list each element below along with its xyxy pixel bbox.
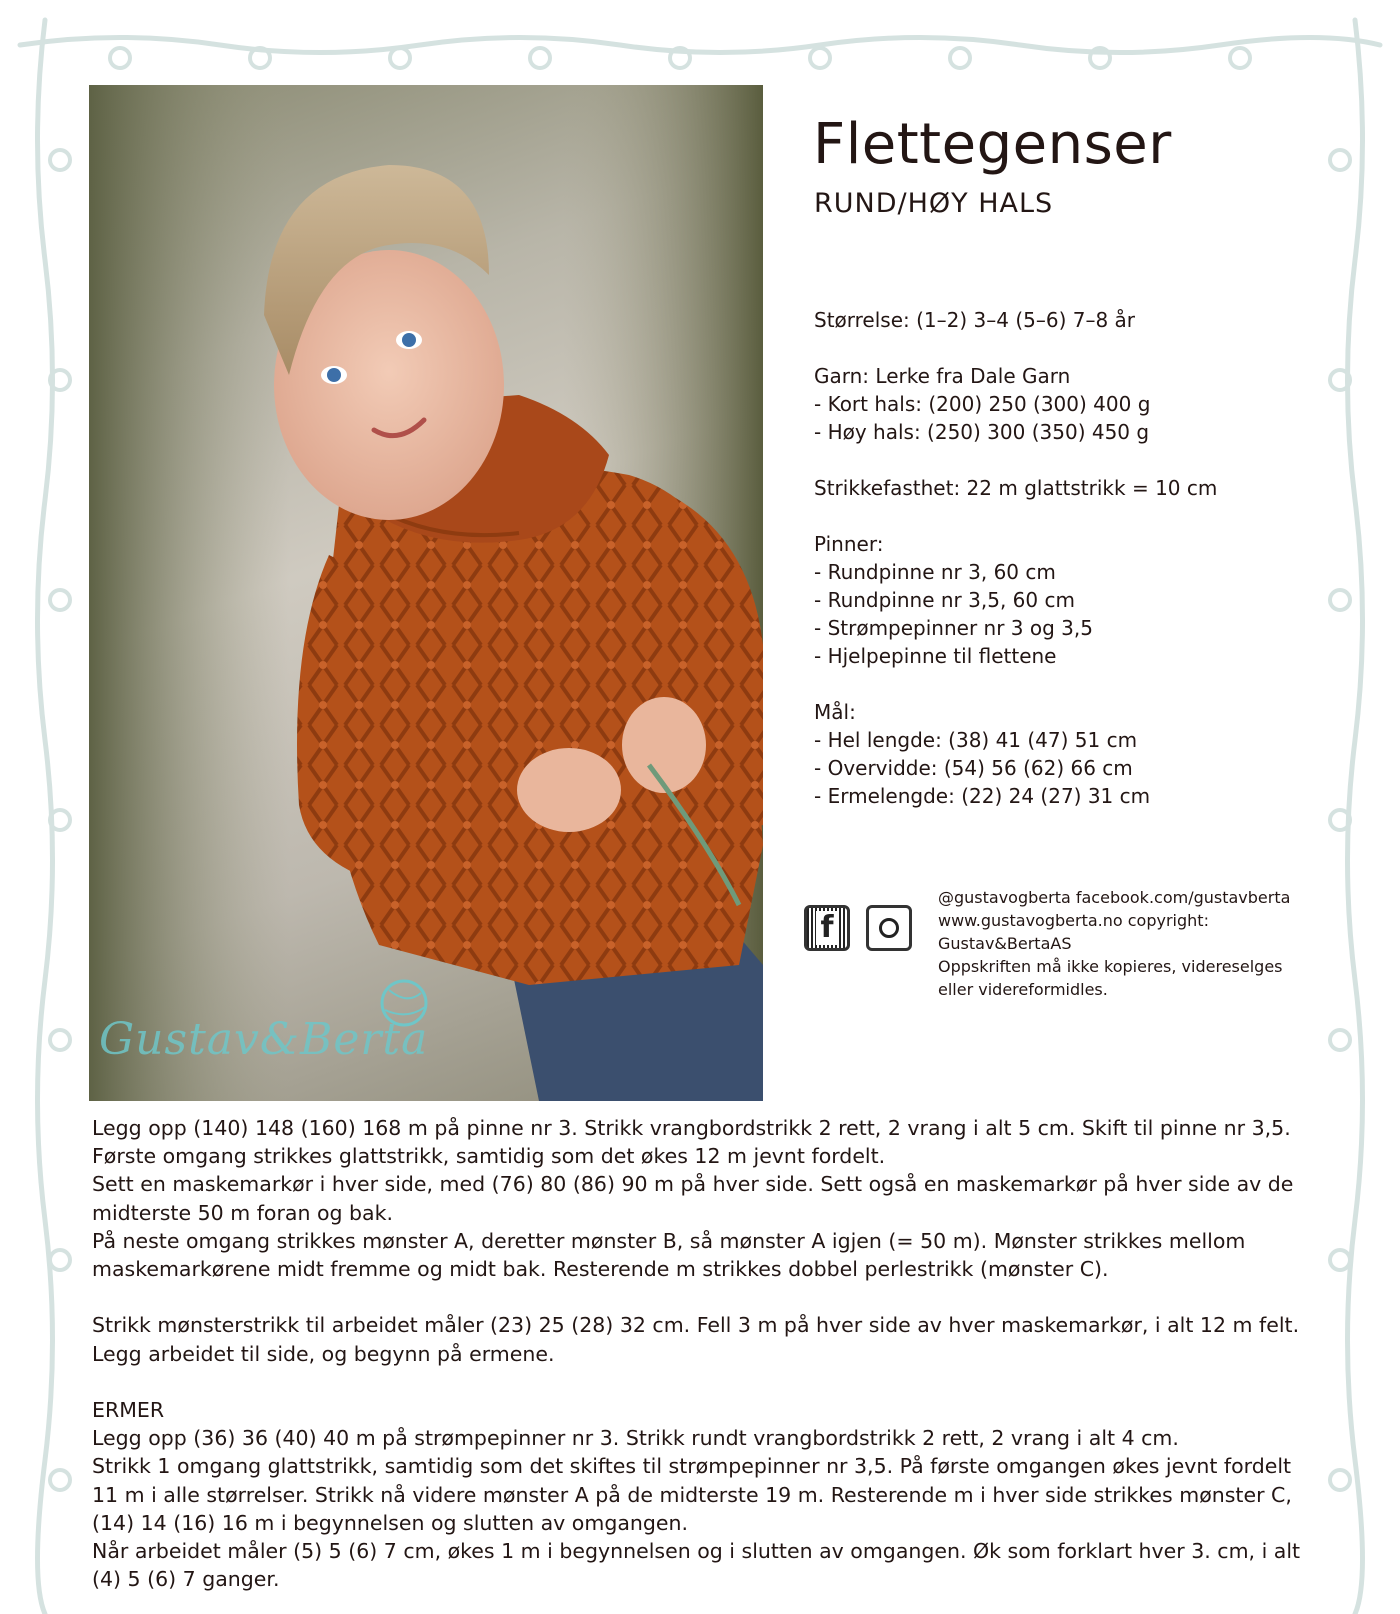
- needle-item: - Rundpinne nr 3, 60 cm: [814, 560, 1056, 584]
- yarn-block: [814, 362, 1334, 446]
- pattern-subtitle: RUND/HØY HALS: [814, 188, 1054, 219]
- gauge-line: Strikkefasthet: 22 m glattstrikk = 10 cm: [814, 476, 1218, 500]
- yarn-short-neck: - Kort hals: (200) 250 (300) 400 g: [814, 392, 1151, 416]
- measures-heading: Mål:: [814, 700, 856, 724]
- yarn-heading: Garn: Lerke fra Dale Garn: [814, 364, 1071, 388]
- pattern-specs: [814, 306, 1334, 838]
- instruction-paragraph: Legg arbeidet til side, og begynn på ermene.: [92, 1341, 555, 1366]
- instruction-paragraph: På neste omgang strikkes mønster A, deretter mønster B, så mønster A igjen (= 50 m). Mønster strikkes mellom maskemarkørene midt fremme og midt bak. Resterende m strikkes dobbel perlestrikk (mønster C).: [92, 1228, 1252, 1282]
- needles-block: [814, 530, 1334, 670]
- credits-line: www.gustavogberta.no copyright:: [938, 911, 1209, 930]
- credits-line: Gustav&BertaAS: [938, 934, 1072, 953]
- instruction-paragraph: Legg opp (36) 36 (40) 40 m på strømpepinner nr 3. Strikk rundt vrangbordstrikk 2 rett, 2 vrang i alt 4 cm.: [92, 1426, 1179, 1451]
- measure-item: - Ermelengde: (22) 24 (27) 31 cm: [814, 784, 1151, 808]
- pattern-instructions: [92, 1114, 1322, 1593]
- brand-watermark: Gustav&Berta: [99, 1014, 429, 1065]
- credits-line: @gustavogberta facebook.com/gustavberta: [938, 888, 1291, 907]
- instruction-paragraph: Når arbeidet måler (5) 5 (6) 7 cm, økes 1 m i begynnelsen og i slutten av omgangen. Øk som forklart hver 3. cm, i alt (4) 5 (6) 7 ganger.: [92, 1539, 1307, 1592]
- measure-item: - Hel lengde: (38) 41 (47) 51 cm: [814, 728, 1138, 752]
- needle-item: - Rundpinne nr 3,5, 60 cm: [814, 588, 1075, 612]
- product-photo: [89, 85, 763, 1101]
- photo-illustration: [89, 85, 763, 1101]
- pattern-title: Flettegenser: [813, 112, 1172, 177]
- instruction-paragraph: Strikk mønsterstrikk til arbeidet måler (23) 25 (28) 32 cm. Fell 3 m på hver side av hver maskemarkør, i alt 12 m felt.: [92, 1313, 1300, 1338]
- camera-lens-icon: [879, 918, 899, 938]
- yarn-high-neck: - Høy hals: (250) 300 (350) 450 g: [814, 420, 1150, 444]
- credits-line: eller videreformidles.: [938, 980, 1108, 999]
- gauge-block: [814, 474, 1334, 502]
- paragraph-gap: [92, 1368, 1322, 1396]
- measures-block: [814, 698, 1334, 810]
- copyright-credits: [938, 886, 1318, 1001]
- instagram-icon[interactable]: [866, 905, 912, 951]
- instruction-paragraph: Legg opp (140) 148 (160) 168 m på pinne nr 3. Strikk vrangbordstrikk 2 rett, 2 vrang i alt 5 cm. Skift til pinne nr 3,5. Første omgang strikkes glattstrikk, samtidig som det økes 12 m jevnt fordelt.: [92, 1116, 1298, 1169]
- social-icons: [804, 905, 924, 955]
- paragraph-gap: [92, 1283, 1322, 1311]
- facebook-icon[interactable]: [804, 905, 850, 951]
- section-heading-sleeves: ERMER: [92, 1398, 165, 1422]
- size-block: [814, 306, 1334, 334]
- measure-item: - Overvidde: (54) 56 (62) 66 cm: [814, 756, 1133, 780]
- needle-item: - Hjelpepinne til flettene: [814, 644, 1057, 668]
- instruction-paragraph: Strikk 1 omgang glattstrikk, samtidig som det skiftes til strømpepinner nr 3,5. På første omgangen økes jevnt fordelt 11 m i alle størrelser. Strikk nå videre mønster A på de midterste 19 m. Resterende m i hver side strikkes mønster C, (14) 14 (16) 16 m i begynnelsen og slutten av omgangen.: [92, 1454, 1299, 1535]
- instruction-paragraph: Sett en maskemarkør i hver side, med (76) 80 (86) 90 m på hver side. Sett også en maskemarkør på hver side av de midterste 50 m foran og bak.: [92, 1172, 1300, 1225]
- credits-line: Oppskriften må ikke kopieres, videreselges: [938, 957, 1283, 976]
- facebook-letter: f: [816, 911, 837, 945]
- needle-item: - Strømpepinner nr 3 og 3,5: [814, 616, 1093, 640]
- needles-heading: Pinner:: [814, 532, 884, 556]
- size-line: Størrelse: (1–2) 3–4 (5–6) 7–8 år: [814, 308, 1136, 332]
